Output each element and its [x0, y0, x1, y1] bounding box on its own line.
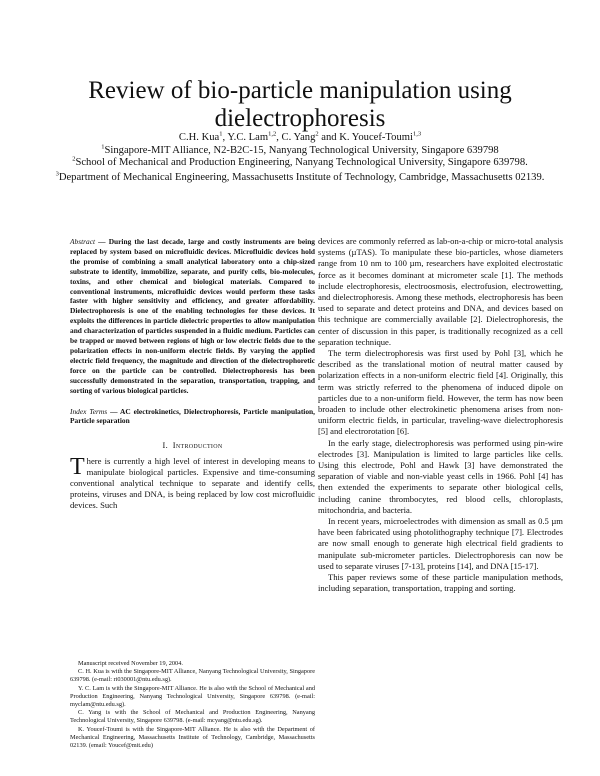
left-column	[70, 237, 315, 512]
right-column	[318, 236, 563, 595]
index-terms-label: Index Terms	[70, 406, 108, 416]
body-paragraph: In the early stage, dielectrophoresis was performed using pin-wire electrodes [3]. Manipulation is limited to large particles like cells. Using this electrode, Pohl and Hawk [3] have demonstrated the separation of viable and non-viable yeast cells in 1966. Pohl [4] has then extended the experiments to separate other biological cells, including canine thrombocytes, red blood cells, chloroplasts, mitochondria, and bacteria.	[318, 437, 563, 515]
body-paragraph: In recent years, microelectrodes with dimension as small as 0.5 µm have been fabricated using photolithography technique [7]. Electrodes are now small enough to generate high electrical field gradients to manipulate sub-micrometer particles. Dielectrophoresis can now be used to separate viruses [7-13], proteins [14], and DNA [15-17].	[318, 516, 563, 571]
body-paragraph: devices are commonly referred as lab-on-a-chip or micro-total analysis systems (µTAS). To manipulate these bio-particles, whose diameters range from 10 nm to 100 µm, researchers have exploited electrostatic force as it becomes dominant at micrometer scale [1]. The methods include electrophoresis, electroosmosis, electrofusion, electrowetting, and dielectrophoresis. Among these methods, electrophoresis has been used to separate and detect proteins and DNA, and devices based on this technique are commercially available [2]. Dielectrophoresis, the center of discussion in this paper, is traditionally recognized as a cell separation technique.	[318, 236, 563, 347]
author-name: Y.C. Lam	[227, 132, 269, 143]
paper-title: Review of bio-particle manipulation using dielectrophoresis	[88, 76, 512, 132]
author-block	[40, 132, 560, 184]
footnote: C. Yang is with the School of Mechanical and Production Engineering, Nanyang Technological University, Singapore 639798. (e-mail: mcyang@ntu.edu.sg).	[70, 709, 315, 725]
body-paragraph: The term dielectrophoresis was first used by Pohl [3], which he described as the translational motion of neutral matter caused by polarization effects in a non-uniform electric field [4]. Originally, this term was strictly referred to the phenomena of induced dipole on particles due to a non-uniform field. However, the term has now been broaden to include other electrokinetic phenomena arises from non-uniform electric fields, in particular, traveling-wave dielectrophoresis [5] and electrorotation [6].	[318, 348, 563, 437]
footnote: Y. C. Lam is with the Singapore-MIT Alliance. He is also with the School of Mechanical and Production Engineering, Nanyang Technological University, Singapore 639798. (e-mail: myclam@ntu.edu.sg).	[70, 684, 315, 709]
section-heading: I. Introduction	[162, 441, 223, 451]
index-terms-text: AC electrokinetics, Dielectrophoresis, Particle manipulation, Particle separation	[70, 406, 315, 426]
abstract-label: Abstract	[70, 237, 96, 246]
abstract-text: During the last decade, large and costly instruments are being replaced by system based on microfluidic devices. Microfluidic devices hold the promise of combining a small analytical laboratory onto a chip-sized substrate to identify, immobilize, separate, and purify cells, bio-molecules, toxins, and other chemical and biological materials. Compared to conventional instruments, microfluidic devices would perform these tasks faster with higher sensitivity and efficiency, and greater affordability. Dielectrophoresis is one of the enabling technologies for these devices. It exploits the differences in particle dielectric properties to allow manipulation and characterization of particles suspended in a fluidic medium. Particles can be trapped or moved between regions of high or low electric fields due to the polarization effects in non-uniform electric fields. By varying the applied electric field frequency, the magnitude and direction of the dielectrophoretic force on the particle can be controlled. Dielectrophoresis has been successfully demonstrated in the separation, transportation, trapping, and sorting of various biological particles.	[70, 237, 316, 395]
author-line: C.H. Kua$^1$, Y.C. Lam$^{1,2}$, C. Yang$^2$ and K. Youcef-Toumi$^{1,3}$	[178, 130, 422, 143]
author-name: C.H. Kua	[178, 132, 220, 143]
affiliation: $^3$Department of Mechanical Engineering, Massachusetts Institute of Technology, Cambridge, Massachusetts 02139.	[55, 170, 545, 183]
author-name: K. Youcef-Toumi	[339, 132, 413, 143]
author-name: C. Yang	[281, 132, 316, 143]
intro-paragraph	[70, 453, 315, 512]
footnote: Manuscript received November 19, 2004.	[78, 660, 183, 667]
abstract: Abstract — During the last decade, large and costly instruments are being replaced by system based on microfluidic devices. Microfluidic devices hold the promise of combining a small analytical laboratory onto a chip-sized substrate to identify, immobilize, separate, and purify cells, bio-molecules, toxins, and other chemical and biological materials. Compared to conventional instruments, microfluidic devices would perform these tasks faster with higher sensitivity and efficiency, and greater affordability. Dielectrophoresis is one of the enabling technologies for these devices. It exploits the differences in particle dielectric properties to allow manipulation and characterization of particles suspended in a fluidic medium. Particles can be trapped or moved between regions of high or low electric fields due to the polarization effects in non-uniform electric fields. By varying the applied electric field frequency, the magnitude and direction of the dielectrophoretic force on the particle can be controlled. Dielectrophoresis has been successfully demonstrated in the separation, transportation, trapping, and sorting of various biological particles.	[70, 237, 316, 395]
drop-cap: T	[70, 453, 85, 480]
index-terms: Index Terms — AC electrokinetics, Dielectrophoresis, Particle manipulation, Particle separation	[70, 406, 315, 426]
footnotes	[70, 660, 315, 750]
footnote: C. H. Kua is with the Singapore-MIT Alliance, Nanyang Technological University, Singapore 639798. (e-mail: ri030001@ntu.edu.sg).	[70, 668, 315, 684]
footnote: K. Youcef-Toumi is with the Singapore-MIT Alliance. He is also with the Department of Mechanical Engineering, Massachusetts Institute of Technology, Cambridge, Massachusetts 02139. (email: Youcef@mit.edu)	[70, 725, 315, 750]
affiliation: $^2$School of Mechanical and Production Engineering, Nanyang Technological University, Singapore 639798.	[72, 155, 528, 169]
affiliation: $^1$Singapore-MIT Alliance, N2-B2C-15, Nanyang Technological University, Singapore 639798	[101, 143, 499, 156]
body-paragraph: This paper reviews some of these particle manipulation methods, including separation, transportation, trapping and sorting.	[318, 572, 563, 594]
intro-text: here is currently a high level of interest in developing means to manipulate biological particles. Expensive and time-consuming conventional analytical technique to separate and identify cells, proteins, viruses and DNA, is being replaced by low cost microfluidic devices. Such	[70, 455, 315, 511]
